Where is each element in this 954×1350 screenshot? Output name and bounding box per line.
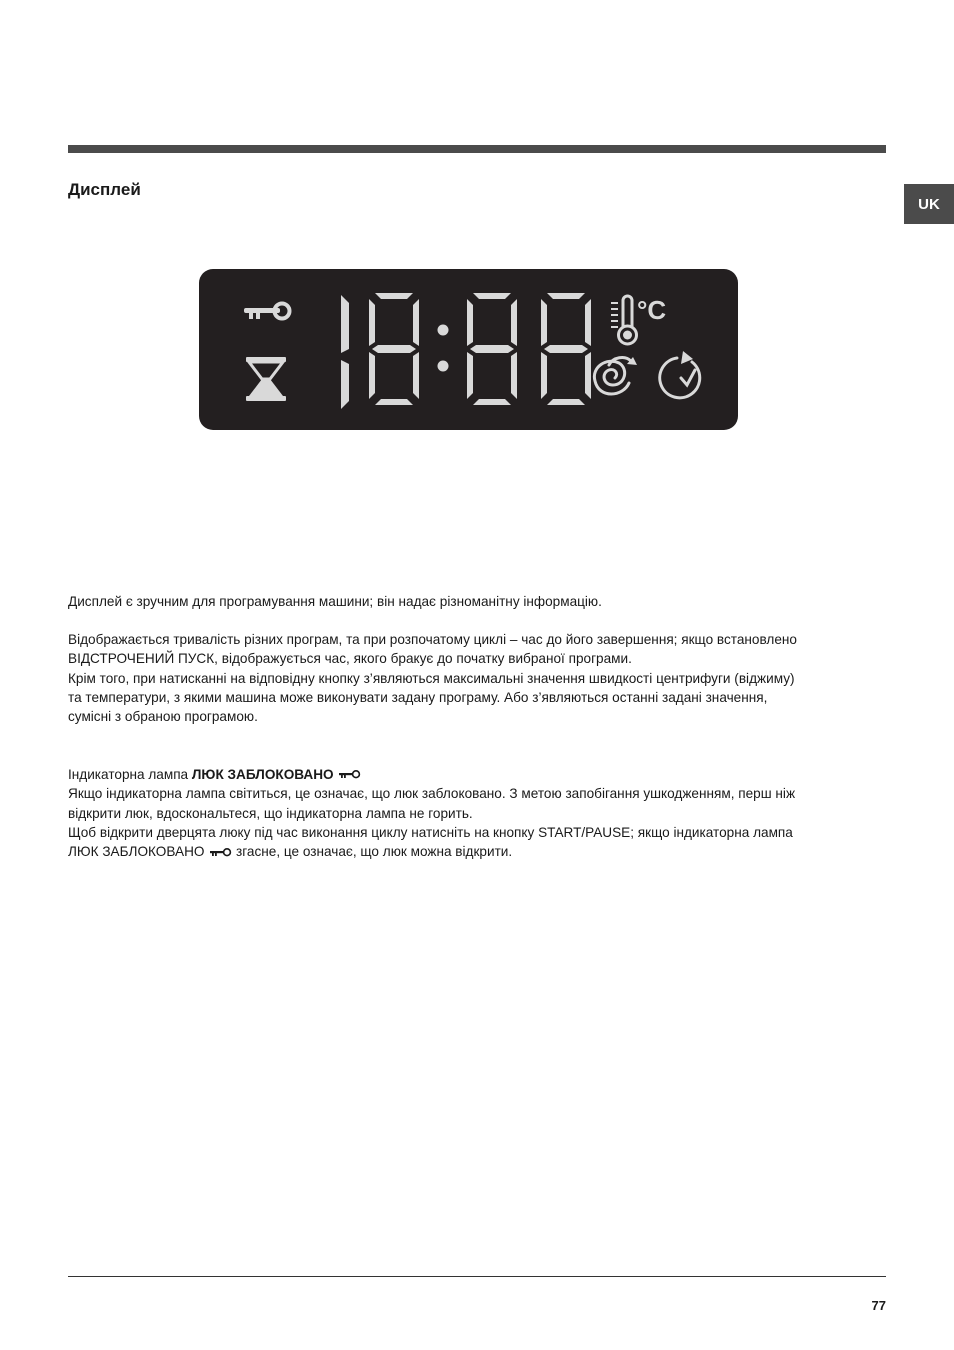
door-locked-section: Індикаторна лампа ЛЮК ЗАБЛОКОВАНО Якщо індикаторна лампа світиться, це означає, що люк заблоковано. З метою запобігання ушкодженням, перш ніж відкрити люк, вдоскональтеся, що індикаторна лампа не горить. Щоб відкрити дверцята люку під час виконання циклу натисніть на кнопку START/PAUSE; якщо індикаторна лампа ЛЮК ЗАБЛОКОВАНО згасне, це означає, що люк можна відкрити. (68, 765, 888, 861)
lcd-colon (438, 325, 449, 372)
temperature-unit: °C (637, 295, 667, 325)
lcd-digit-3 (467, 293, 517, 405)
page-number: 77 (871, 1298, 886, 1313)
door-locked-heading: Індикаторна лампа ЛЮК ЗАБЛОКОВАНО (68, 765, 888, 784)
lcd-display (199, 269, 738, 430)
display-description: Дисплей є зручним для програмування машини; він надає різноманітну інформацію. (68, 594, 602, 609)
top-rule (68, 145, 886, 153)
section-title: Дисплей (68, 180, 141, 199)
bottom-rule (68, 1276, 886, 1277)
delay-start-clock-icon (660, 351, 700, 398)
thermometer-icon (611, 296, 637, 344)
language-tab: UK (904, 184, 954, 224)
hourglass-icon (246, 357, 286, 401)
lcd-digit-2 (369, 293, 419, 405)
spin-icon (594, 357, 637, 394)
lcd-digit-4 (541, 293, 591, 405)
lcd-digit-1 (341, 295, 349, 409)
door-locked-key-icon (244, 304, 290, 320)
display-info-paragraph: Відображається тривалість різних програм, та при розпочатому циклі – час до його завершення; якщо встановлено ВІДСТРОЧЕНИЙ ПУСК, відображується час, якого бракує до початку вибраної програми. Крім того, при натисканні на відповідну кнопку з’являються максимальні значення швидкості центрифуги (віджиму) та температури, з якими машина може виконувати задану програму. Або з’являються останні задані значення, сумісні з обраною програмою. (68, 632, 797, 725)
key-icon (339, 770, 361, 780)
key-icon (210, 848, 232, 858)
